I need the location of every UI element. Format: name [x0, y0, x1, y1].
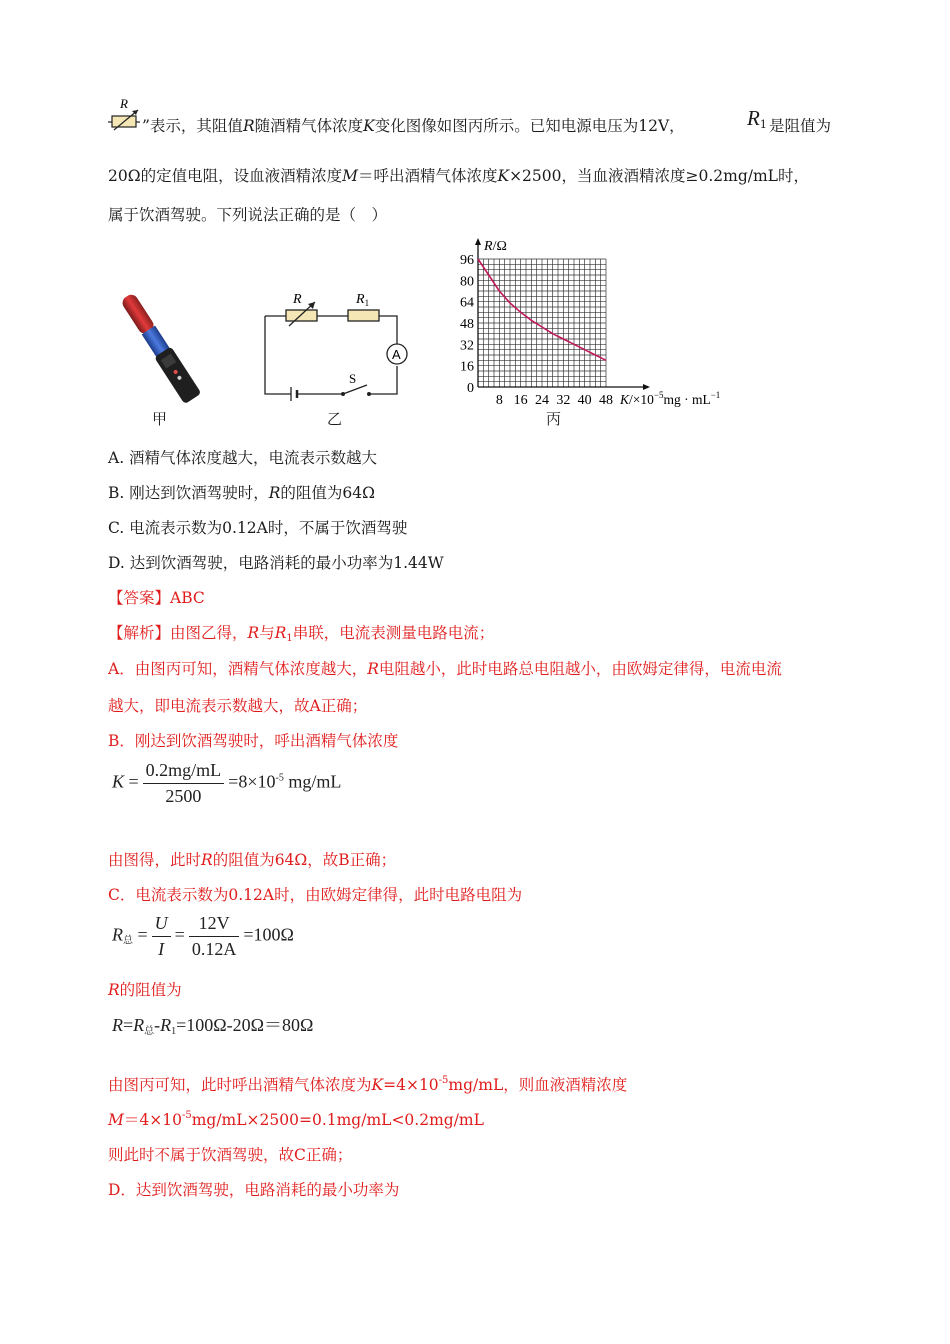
analysis-a-line-2: 越大，即电流表示数越大，故A正确； [108, 697, 368, 715]
figure-jia [105, 292, 220, 414]
switch-label: S [349, 371, 357, 386]
option-b: B. 刚达到饮酒驾驶时，R的阻值为64Ω [108, 484, 375, 502]
y-axis-label: R/Ω [484, 239, 507, 254]
y-tick-label: 64 [460, 295, 474, 311]
caption-yi: 乙 [327, 410, 343, 428]
y-tick-label: 16 [460, 359, 474, 375]
option-a: A. 酒精气体浓度越大，电流表示数越大 [108, 449, 378, 467]
answer-tag: 【答案】 [108, 589, 171, 607]
r1-symbol: $R_1$ [747, 106, 767, 131]
x-tick-label: 32 [556, 393, 571, 408]
caption-jia: 甲 [152, 410, 168, 428]
y-tick-label: 32 [460, 338, 474, 354]
analysis-a-line-1: A．由图丙可知，酒精气体浓度越大，R电阻越小，此时电路总电阻越小，由欧姆定律得，电流电流 [108, 660, 782, 678]
circuit-r1-label: $R_1$ [356, 292, 370, 308]
x-tick-label: 48 [599, 393, 613, 408]
y-tick-labels [460, 253, 474, 396]
answer-line [108, 586, 205, 608]
circuit-diagram [255, 288, 415, 408]
figure-yi-circuit [255, 288, 415, 412]
answer-value: ABC [170, 589, 205, 607]
analysis-c-line-4: $M=4\times 10^{-5}mg/mL\times 2500=0.1mg/mL<0.2mg/mL$ [108, 1110, 484, 1129]
chart-grid [478, 259, 606, 387]
formula-k: K = $\frac{0.2mg/mL}{2500}$ $=8\times 10^{-5}$ mg/mL [112, 760, 342, 806]
y-tick-label: 80 [460, 274, 474, 290]
y-tick-label: 96 [460, 253, 474, 268]
analysis-c-line-2: R的阻值为 [108, 981, 182, 999]
x-tick-label: 8 [495, 393, 503, 408]
circuit-r-label: R [293, 292, 302, 307]
formula-r-total: $R_总$ = $\frac{U}{I}$ = $\frac{12V}{0.12A}$ =100Ω [112, 913, 294, 959]
analysis-intro: 【解析】由图乙得，R与$R_1$串联，电流表测量电路电流； [108, 624, 495, 644]
x-tick-labels [496, 393, 613, 408]
caption-bing: 丙 [546, 410, 562, 428]
question-line-1-end: 是阻值为 [769, 117, 832, 135]
question-line-3: 属于饮酒驾驶。下列说法正确的是（ ） [108, 206, 388, 224]
analysis-c-line-1: C．电流表示数为0.12A时，由欧姆定律得，此时电路电阻为 [108, 886, 523, 904]
x-tick-label: 40 [577, 393, 592, 408]
x-tick-label: 24 [535, 393, 549, 408]
question-line-2: 20Ω的定值电阻，设血液酒精浓度M＝呼出酒精气体浓度K×2500，当血液酒精浓度≥0.2mg/mL时， [108, 167, 809, 185]
option-d: D. 达到饮酒驾驶，电路消耗的最小功率为1.44W [108, 554, 444, 572]
switch-blade [343, 385, 367, 394]
variable-resistor-icon [108, 96, 142, 134]
y-tick-label: 48 [460, 317, 474, 332]
x-axis-arrow-icon [643, 384, 650, 390]
formula-r: $R=R_总-R_1=100\Omega-20\Omega=80\Omega$ [112, 1015, 314, 1037]
analysis-c-line-3: 由图丙可知，此时呼出酒精气体浓度为$K=4\times 10^{-5}mg/mL$，则血液酒精浓度 [108, 1075, 628, 1094]
question-line-1: ”表示，其阻值R随酒精气体浓度K变化图像如图丙所示。已知电源电压为12V， [142, 117, 685, 135]
variable-resistor-symbol [108, 96, 142, 138]
analysis-tag: 【解析】 [108, 624, 171, 642]
breathalyzer-icon [105, 292, 220, 410]
analysis-b-line-1: B．刚达到饮酒驾驶时，呼出酒精气体浓度 [108, 732, 399, 750]
r-k-chart [448, 232, 748, 412]
x-tick-label: 16 [513, 393, 528, 408]
figure-bing-chart [448, 232, 748, 416]
y-tick-label: 0 [467, 381, 474, 396]
analysis-d-line-1: D．达到饮酒驾驶，电路消耗的最小功率为 [108, 1181, 400, 1199]
symbol-r-label: R [120, 96, 128, 111]
y-axis-arrow-icon [475, 238, 481, 245]
ammeter-label: A [392, 347, 401, 362]
option-c: C. 电流表示数为0.12A时，不属于饮酒驾驶 [108, 519, 408, 537]
analysis-b-line-2: 由图得，此时R的阻值为64Ω，故B正确； [108, 851, 397, 869]
analysis-c-line-5: 则此时不属于饮酒驾驶，故C正确； [108, 1146, 353, 1164]
x-axis-label: $K/\times 10^{-5}mg \cdot mL^{-1}$ [620, 390, 721, 407]
